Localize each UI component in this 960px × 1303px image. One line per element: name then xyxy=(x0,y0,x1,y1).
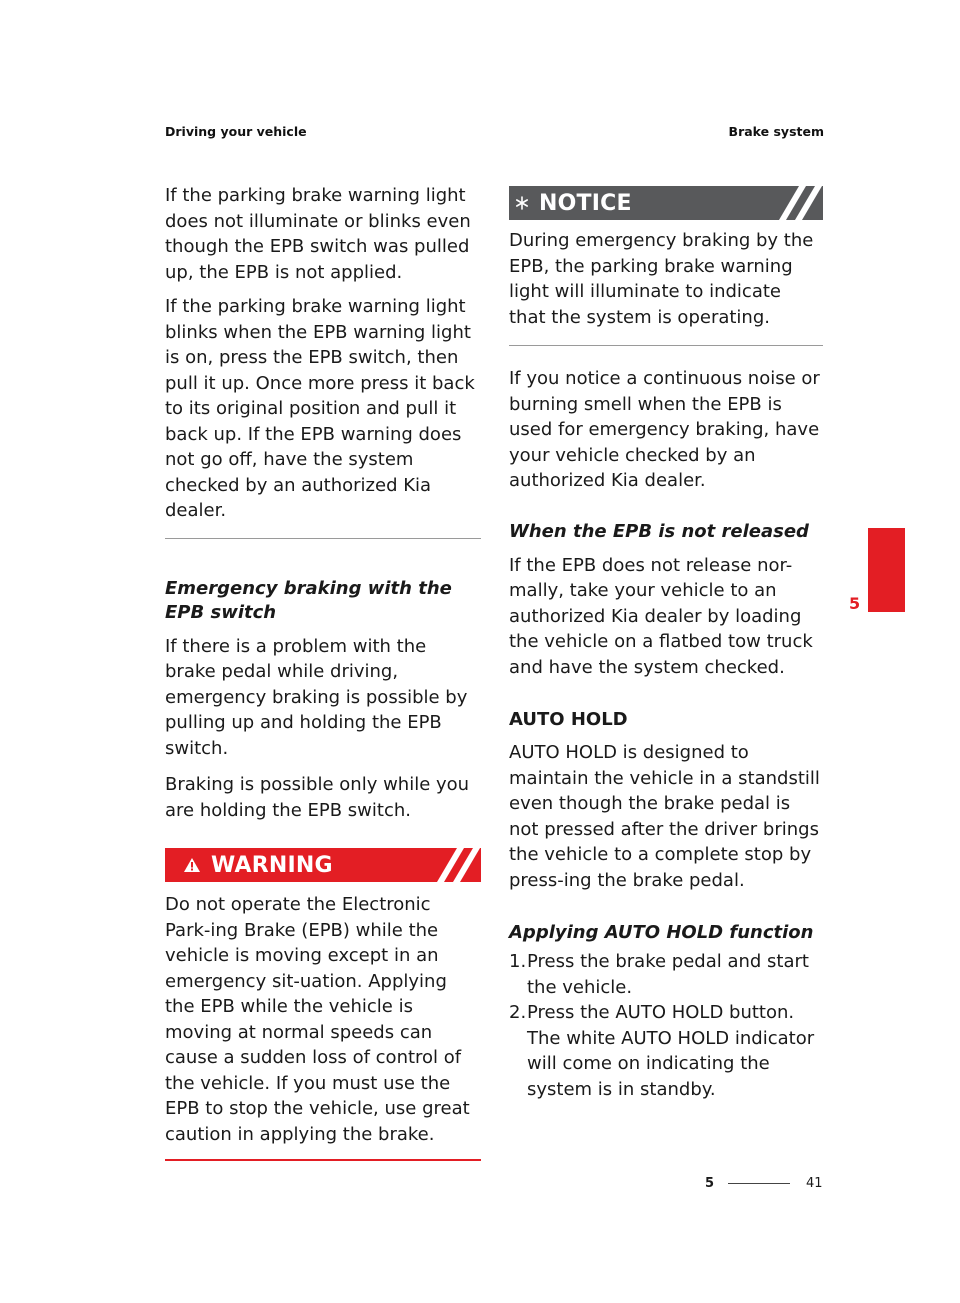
paragraph-epb-not-applied: If the parking brake warning light does not illuminate or blinks even though the EPB switch was pulled up, the EPB is not applied. xyxy=(165,185,471,283)
footer-divider xyxy=(728,1183,790,1184)
running-header-section: Brake system xyxy=(728,124,824,139)
warning-title: WARNING xyxy=(211,852,333,878)
heading-emergency-braking: Emergency braking with the EPB switch xyxy=(165,577,452,623)
notice-banner xyxy=(509,186,823,220)
left-column xyxy=(165,183,481,1161)
steps-list xyxy=(509,949,823,1102)
list-item: 2. Press the AUTO HOLD button. The white AUTO HOLD indicator will come on indicating the system is in standby. xyxy=(509,1002,815,1100)
banner-slashes-decoration xyxy=(773,186,823,220)
paragraph-emergency-braking: If there is a problem with the brake pedal while driving, emergency braking is possible by pulling up and holding the EPB switch. xyxy=(165,635,468,759)
heading-auto-hold: AUTO HOLD xyxy=(509,709,628,730)
warning-triangle-icon xyxy=(183,857,201,873)
section-divider xyxy=(165,538,481,539)
notice-text: During emergency braking by the EPB, the parking brake warning light will illuminate to indicate that the system is operating. xyxy=(509,230,814,328)
running-header-chapter: Driving your vehicle xyxy=(165,124,307,139)
notice-title: NOTICE xyxy=(539,190,632,216)
paragraph-braking-possible: Braking is possible only while you are holding the EPB switch. xyxy=(165,774,470,821)
warning-text: Do not operate the Electronic Park-ing Brake (EPB) while the vehicle is moving except in an emergency sit-uation. Applying the EPB while the vehicle is moving at normal speeds can cause a sudden loss of control of the vehicle. If you must use the EPB to stop the vehicle, use great caution in applying the brake. xyxy=(165,894,470,1145)
heading-epb-not-released: When the EPB is not released xyxy=(509,520,809,542)
footer-section-number: 5 xyxy=(705,1176,715,1191)
paragraph-epb-blinks: If the parking brake warning light blinks when the EPB warning light is on, press the EPB switch, then pull it up. Once more press it back to its original position and pull it back up. If the EPB warning does not go off, have the system checked by an authorized Kia dealer. xyxy=(165,296,475,521)
notice-end-rule xyxy=(509,345,823,346)
banner-slashes-decoration xyxy=(431,848,481,882)
warning-end-rule xyxy=(165,1159,481,1161)
right-column xyxy=(509,186,823,1102)
heading-applying-auto-hold: Applying AUTO HOLD function xyxy=(509,922,814,943)
paragraph-epb-not-released: If the EPB does not release nor-mally, take your vehicle to an authorized Kia dealer by loading the vehicle on a flatbed tow truck and have the system checked. xyxy=(509,554,813,678)
chapter-tab-number: 5 xyxy=(849,594,861,613)
paragraph-continuous-noise: If you notice a continuous noise or burning smell when the EPB is used for emergency braking, have your vehicle checked by an authorized Kia dealer. xyxy=(509,368,820,491)
footer-page-number: 41 xyxy=(806,1176,823,1191)
list-item: 1. Press the brake pedal and start the vehicle. xyxy=(509,951,809,998)
warning-banner xyxy=(165,848,481,882)
asterisk-icon xyxy=(515,196,529,210)
chapter-tab xyxy=(868,528,905,612)
paragraph-auto-hold: AUTO HOLD is designed to maintain the vehicle in a standstill even though the brake pedal is not pressed after the driver brings the vehicle to a complete stop by press-ing the brake pedal. xyxy=(509,742,820,891)
